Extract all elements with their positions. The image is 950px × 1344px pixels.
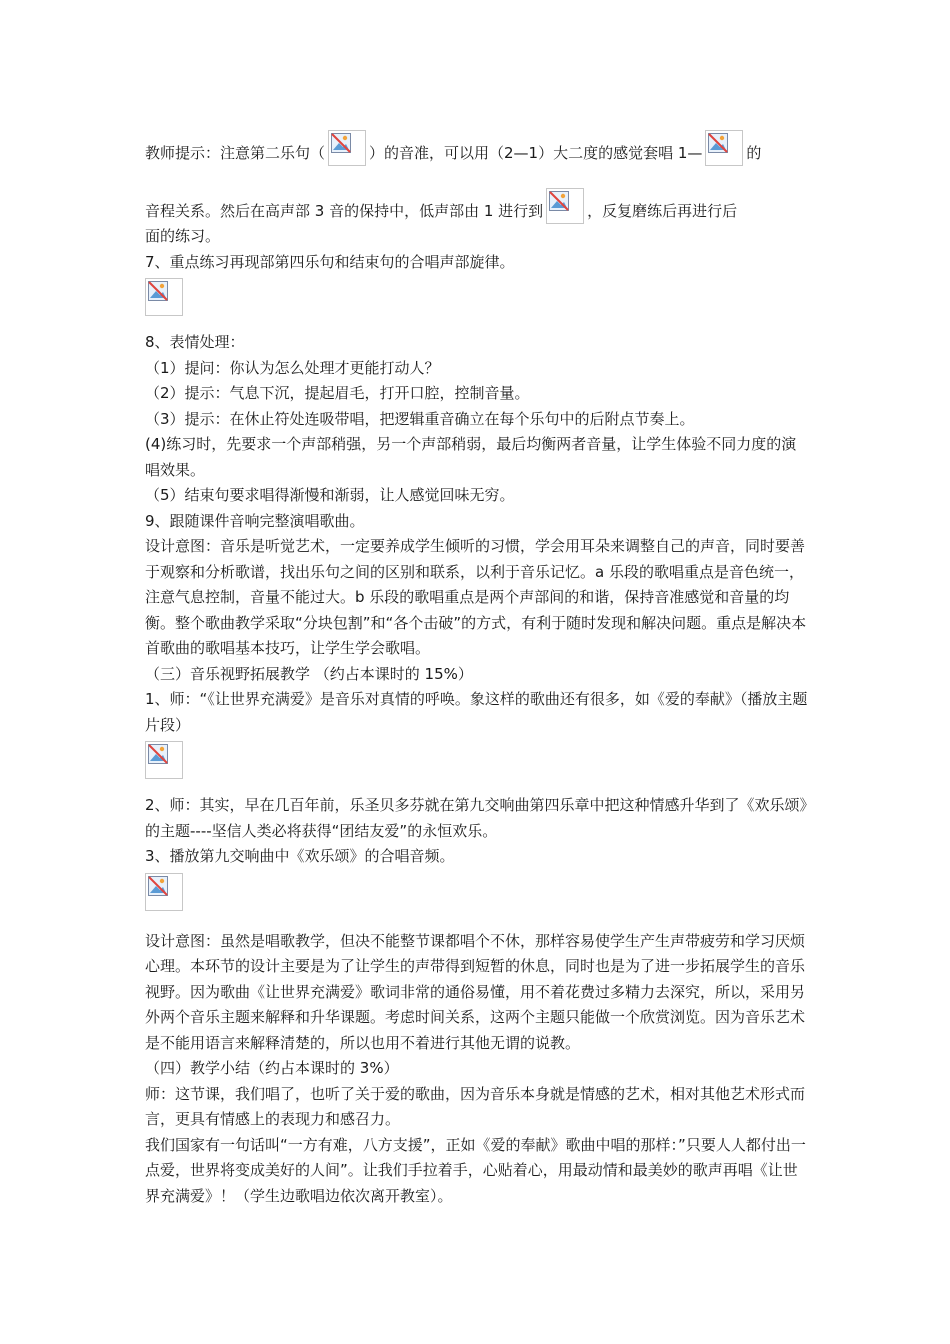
section-heading: （三）音乐视野拓展教学 （约占本课时的 15%） (145, 664, 473, 683)
broken-image-icon (328, 130, 366, 166)
paragraph: （1）提问：你认为怎么处理才更能打动人？ (145, 358, 440, 377)
document-page (145, 118, 810, 1209)
paragraph: 9、跟随课件音响完整演唱歌曲。 (145, 511, 365, 530)
paragraph: 1、师：“《让世界充满爱》是音乐对真情的呼唤。象这样的歌曲还有很多，如《爱的奉献》（播放主题片段） (145, 690, 808, 734)
paragraph-design-intent: 设计意图：音乐是听觉艺术，一定要养成学生倾听的习惯，学会用耳朵来调整自己的声音，同时要善于观察和分析歌谱，找出乐句之间的区别和联系，以利于音乐记忆。a 乐段的歌唱重点是音色统一，注意气息控制，音量不能过大。b 乐段的歌唱重点是两个声部间的和谐，保持音准感觉和音量的均衡。整个歌曲教学采取“分块包割”和“各个击破”的方式，有利于随时发现和解决问题。重点是解决本首歌曲的歌唱基本技巧，让学生学会歌唱。 (145, 537, 807, 657)
text-run: ）的音准，可以用（2—1）大二度的感觉套唱 1— (369, 144, 703, 162)
paragraph: （2）提示：气息下沉，提起眉毛，打开口腔，控制音量。 (145, 384, 530, 402)
paragraph-design-intent: 设计意图：虽然是唱歌教学，但决不能整节课都唱个不休，那样容易使学生产生声带疲劳和学习厌烦心理。本环节的设计主要是为了让学生的声带得到短暂的休息，同时也是为了进一步拓展学生的音乐视野。因为歌曲《让世界充满爱》歌词非常的通俗易懂，用不着花费过多精力去深究，所以，采用另外两个音乐主题来解释和升华课题。考虑时间关系，这两个主题只能做一个欣赏浏览。因为音乐艺术是不能用语言来解释清楚的，所以也用不着进行其他无谓的说教。 (145, 931, 806, 1052)
text-run: ，反复磨练后再进行后 (587, 202, 738, 220)
broken-image-icon (705, 130, 743, 166)
paragraph: （3）提示：在休止符处连吸带唱，把逻辑重音确立在每个乐句中的后附点节奏上。 (145, 409, 695, 428)
paragraph-teacher-tip-line2 (145, 176, 810, 224)
paragraph: 7、重点练习再现部第四乐句和结束句的合唱声部旋律。 (145, 252, 515, 271)
paragraph: 我们国家有一句话叫“一方有难，八方支援”，正如《爱的奉献》歌曲中唱的那样：”只要人人都付出一点爱，世界将变成美好的人间”。让我们手拉着手，心贴着心，用最动情和最美妙的歌声再唱《让世界充满爱》！（学生边歌唱边依次离开教室）。 (145, 1135, 806, 1205)
broken-image-icon (145, 741, 183, 779)
text-run: 的 (746, 144, 762, 162)
paragraph: （5）结束句要求唱得渐慢和渐弱，让人感觉回味无穷。 (145, 486, 515, 504)
broken-image-icon (546, 188, 584, 224)
text-run: 教师提示：注意第二乐句（ (145, 144, 326, 162)
paragraph: 2、师：其实，早在几百年前，乐圣贝多芬就在第九交响曲第四乐章中把这种情感升华到了《欢乐颂》的主题----坚信人类必将获得“团结友爱”的永恒欢乐。 (145, 796, 808, 840)
paragraph-teacher-tip-line1 (145, 118, 810, 166)
paragraph: 面的练习。 (145, 227, 221, 245)
heading-expression: 8、表情处理： (145, 333, 245, 351)
text-run: 音程关系。然后在高声部 3 音的保持中，低声部由 1 进行到 (145, 202, 544, 220)
broken-image-icon (145, 873, 183, 911)
broken-image-icon (145, 278, 183, 316)
paragraph: 3、播放第九交响曲中《欢乐颂》的合唱音频。 (145, 847, 455, 865)
paragraph: 师：这节课，我们唱了，也听了关于爱的歌曲，因为音乐本身就是情感的艺术，相对其他艺术形式而言，更具有情感上的表现力和感召力。 (145, 1084, 806, 1128)
section-heading: （四）教学小结（约占本课时的 3%） (145, 1059, 399, 1077)
paragraph: (4)练习时，先要求一个声部稍强，另一个声部稍弱，最后均衡两者音量，让学生体验不同力度的演唱效果。 (145, 435, 797, 479)
